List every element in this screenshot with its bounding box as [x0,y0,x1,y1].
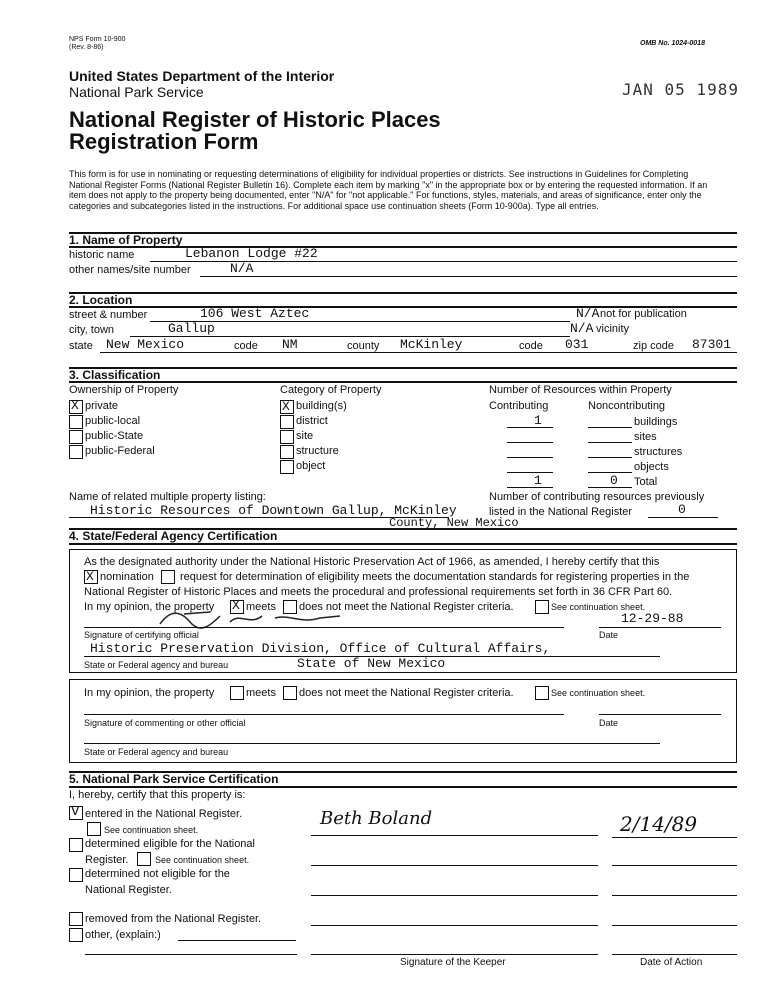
form-number: NPS Form 10-900 [69,36,126,43]
ownership-public-state-checkbox[interactable] [69,430,83,444]
cert-text-line3: National Register of Historic Places and meets the procedural and professional requirements set forth in 36 CFR Part 60. [84,586,673,598]
county-label: county [347,340,380,352]
category-district-checkbox[interactable] [280,415,294,429]
nomination-label: nomination [100,571,154,583]
ownership-public-state-label: public-State [85,430,144,442]
other-label: other, (explain:) [85,929,161,941]
historic-name-label: historic name [69,249,135,261]
form-title-line1: National Register of Historic Places [69,107,441,132]
does-not-meet2-checkbox[interactable] [283,686,297,700]
see-continuation2-label: See continuation sheet. [551,688,646,698]
category-site-checkbox[interactable] [280,430,294,444]
category-object-label: object [296,460,326,472]
street-value[interactable]: 106 West Aztec [200,306,310,321]
multiple-listing-label: Name of related multiple property listing: [69,491,266,503]
contributing-total-value[interactable]: 1 [534,473,542,488]
meets2-label: meets [246,687,276,699]
ownership-private-label: private [85,400,119,412]
section-4-heading: 4. State/Federal Agency Certification [69,529,278,543]
state-label: state [69,340,93,352]
form-title-line2: Registration Form [69,129,259,154]
category-district-label: district [296,415,328,427]
county-code-value[interactable]: 031 [565,337,589,352]
date-label: Date [599,630,619,640]
see-continuation-a-checkbox[interactable] [87,822,101,836]
see-continuation2-checkbox[interactable] [535,686,549,700]
ownership-public-local-label: public-local [85,415,141,427]
entered-label: entered in the National Register. [85,808,243,820]
previously-listed-value[interactable]: 0 [678,502,686,517]
signature-label: Signature of certifying official [84,630,199,640]
ownership-private-x: X [71,398,79,413]
determined-eligible-checkbox[interactable] [69,838,83,852]
removed-label: removed from the National Register. [85,913,262,925]
state-code-value[interactable]: NM [282,337,298,352]
see-continuation-b-checkbox[interactable] [137,852,151,866]
determined-eligible-label: determined eligible for the National [85,838,255,850]
category-building-label: building(s) [296,400,347,412]
does-not-meet-label: does not meet the National Register criteria. [299,601,514,613]
meets2-checkbox[interactable] [230,686,244,700]
cert-text-line2: request for determination of eligibility meets the documentation standards for registering properties in the [180,571,690,583]
received-date-stamp: JAN 05 1989 [622,80,739,99]
opinion2-label: In my opinion, the property [84,687,215,699]
noncontributing-total-value[interactable]: 0 [610,473,618,488]
certifying-date-value[interactable]: 12-29-88 [621,611,684,626]
vicinity-label: vicinity [596,323,630,335]
department-name: United States Department of the Interior [69,68,335,84]
row-objects-label: objects [634,461,669,473]
vicinity-mark[interactable]: N/A [570,321,594,336]
row-buildings-label: buildings [634,416,678,428]
removed-checkbox[interactable] [69,912,83,926]
row-sites-label: sites [634,431,657,443]
determined-not-eligible-label: determined not eligible for the [85,868,230,880]
signature2-label: Signature of commenting or other official [84,718,246,728]
entered-check: V [71,804,80,820]
category-structure-label: structure [296,445,339,457]
other-checkbox[interactable] [69,928,83,942]
category-building-x: X [282,399,290,414]
other-names-value[interactable]: N/A [230,261,254,276]
meets-x: X [232,598,240,613]
keeper-signature-label: Signature of the Keeper [400,957,506,968]
street-label: street & number [69,309,148,321]
agency-value-line1[interactable]: Historic Preservation Division, Office of Cultural Affairs, [90,641,551,656]
category-site-label: site [296,430,314,442]
county-value[interactable]: McKinley [400,337,463,352]
other-names-label: other names/site number [69,264,191,276]
section-5-heading: 5. National Park Service Certification [69,772,279,786]
previously-listed-label-2: listed in the National Register [489,506,633,518]
resources-heading: Number of Resources within Property [489,384,672,396]
section-2-heading: 2. Location [69,293,133,307]
agency-value-line2[interactable]: State of New Mexico [297,656,446,671]
ownership-public-local-checkbox[interactable] [69,415,83,429]
state-code-label: code [234,340,258,352]
national-register-label: National Register. [85,884,172,896]
category-heading: Category of Property [280,384,382,396]
row-total-label: Total [634,476,658,488]
instructions-paragraph: This form is for use in nominating or requesting determinations of eligibility for individual properties or districts. See instructions in Guidelines for Completing National Register Forms (National Register Bulletin 16). Complete each item by marking "x" in the appropriate box or by entering the requested information. If an item does not apply to the property being documented, enter "N/A" for "not applicable." For functions, styles, materials, and areas of significance, enter only the categories and subcategories listed in the instructions. For additional space use continuation sheets (Form 10-900a). Type all entries. [69,169,708,211]
noncontributing-label: Noncontributing [588,400,666,412]
agency2-label: State or Federal agency and bureau [84,747,229,757]
agency-label: State or Federal agency and bureau [84,660,229,670]
date-of-action-label: Date of Action [640,957,703,968]
category-structure-checkbox[interactable] [280,445,294,459]
row-structures-label: structures [634,446,683,458]
contributing-buildings-value[interactable]: 1 [534,413,542,428]
section-1-heading: 1. Name of Property [69,233,183,247]
city-label: city, town [69,324,115,336]
opinion-label: In my opinion, the property [84,601,215,613]
not-for-publication-mark[interactable]: N/A [576,306,600,321]
omb-number: OMB No. 1024-0018 [640,40,705,47]
see-continuation-label: See continuation sheet. [551,602,646,612]
category-object-checkbox[interactable] [280,460,294,474]
zip-value[interactable]: 87301 [692,337,732,352]
see-continuation-b-label: See continuation sheet. [155,855,250,865]
see-continuation-checkbox[interactable] [535,600,549,614]
not-for-publication-label: not for publication [600,308,687,320]
historic-name-value[interactable]: Lebanon Lodge #22 [185,246,318,261]
service-name: National Park Service [69,84,204,100]
contributing-label: Contributing [489,400,549,412]
see-continuation-a-label: See continuation sheet. [104,825,199,835]
keeper-signature: Beth Boland [320,808,433,829]
state-value[interactable]: New Mexico [106,337,185,352]
ownership-public-federal-checkbox[interactable] [69,445,83,459]
form-revision: (Rev. 8-86) [69,44,104,51]
zip-label: zip code [633,340,674,352]
certify-statement: I, hereby, certify that this property is: [69,789,246,801]
determined-not-eligible-checkbox[interactable] [69,868,83,882]
date2-label: Date [599,718,619,728]
cert-text-line1: As the designated authority under the National Historic Preservation Act of 1966, as amended, I hereby certify that this [84,556,660,568]
multiple-listing-value-line2[interactable]: County, New Mexico [389,516,519,530]
action-date-value: 2/14/89 [620,812,698,836]
previously-listed-label-1: Number of contributing resources previously [489,491,705,503]
ownership-public-federal-label: public-Federal [85,445,155,457]
city-value[interactable]: Gallup [168,321,215,336]
request-determination-checkbox[interactable] [161,570,175,584]
register-label: Register. [85,854,129,866]
ownership-heading: Ownership of Property [69,384,179,396]
multiple-listing-value[interactable]: Historic Resources of Downtown Gallup, McKinley [90,503,457,518]
does-not-meet2-label: does not meet the National Register criteria. [299,687,514,699]
section-3-heading: 3. Classification [69,368,161,382]
meets-label: meets [246,601,276,613]
nomination-x: X [86,569,94,584]
county-code-label: code [519,340,543,352]
